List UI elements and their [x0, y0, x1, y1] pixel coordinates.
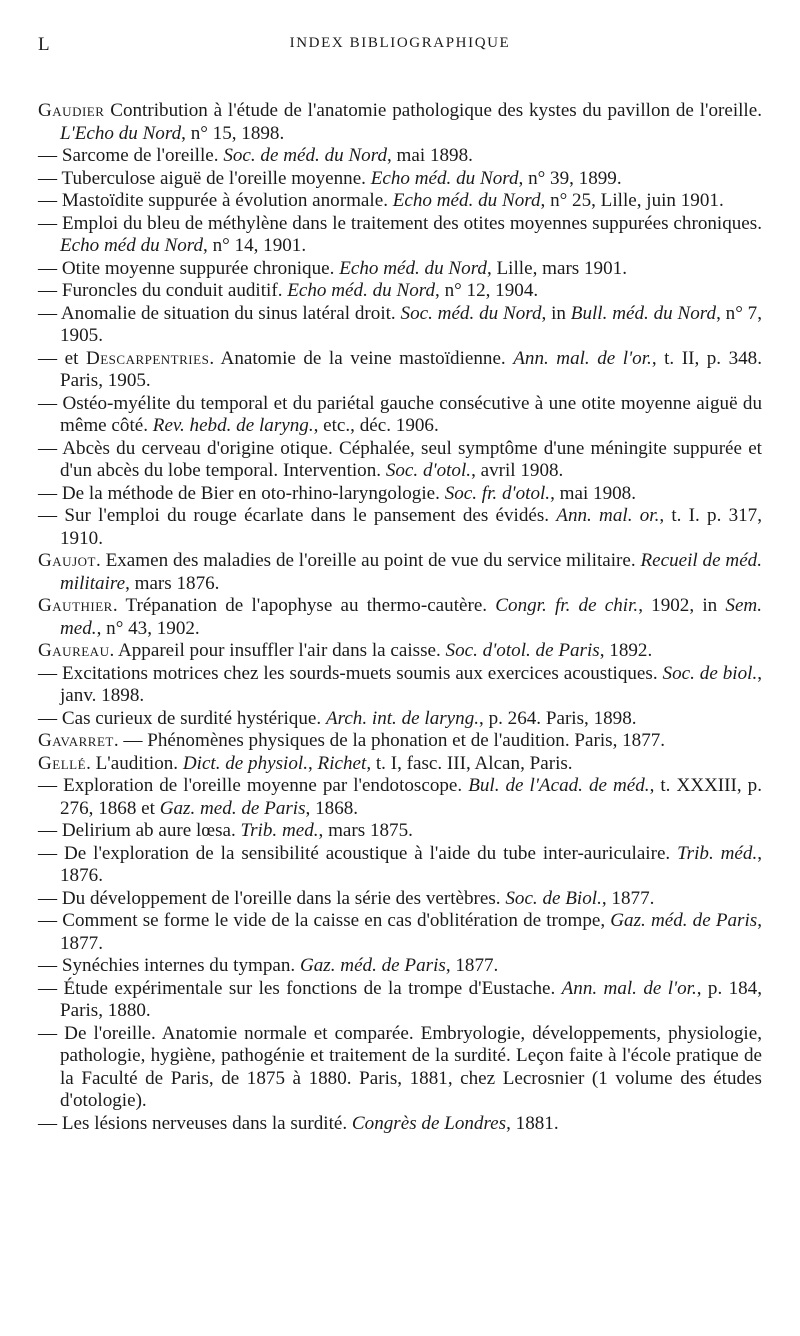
entry-text: , t. XXXIII, p. 276, 1868 et: [60, 775, 762, 819]
author-name: Gellé: [38, 752, 87, 774]
author-name: Descarpentries: [85, 347, 210, 369]
entry-text: , avril 1908.: [471, 460, 564, 481]
journal-title: Soc. de Biol.: [505, 887, 602, 909]
entry-text: — Delirium ab aure lœsa.: [38, 820, 241, 841]
journal-title: Ann. mal. de l'or.: [561, 977, 697, 999]
entry-text: , Lille, mars 1901.: [486, 257, 627, 279]
entry-text: — Cas curieux de surdité hystérique.: [38, 707, 326, 729]
entry-text: — et: [38, 347, 86, 369]
entry-text: — Excitations motrices chez les sourds-muets soumis aux exercices acoustiques.: [38, 662, 663, 684]
bibliography-entry: [38, 550, 762, 595]
journal-title: Soc. de méd. du Nord: [223, 145, 387, 166]
journal-title: Dict. de physiol.: [182, 752, 308, 774]
entry-text: Contribution à l'étude de l'anatomie pathologique des kystes du pavillon de l'oreille.: [104, 100, 762, 121]
entry-text: — Abcès du cerveau d'origine otique. Céphalée, seul symptôme d'une méningite suppurée et d'un abcès du lobe temporal. Intervention.: [38, 437, 762, 481]
author-name: Gauthier: [38, 595, 113, 616]
entry-text: . Anatomie de la veine mastoïdienne.: [209, 347, 514, 369]
author-name: Gaujot: [38, 550, 96, 571]
bibliography-entry: [38, 663, 762, 708]
entry-text: , p. 184, Paris, 1880.: [60, 977, 762, 1021]
entry-text: — Sarcome de l'oreille.: [38, 145, 224, 166]
entry-text: , 1902, in: [638, 595, 726, 616]
bibliography-entry: [38, 280, 762, 303]
bibliography-entry: [38, 978, 762, 1023]
entry-text: , t. II, p. 348. Paris, 1905.: [60, 347, 763, 391]
journal-title: Ann. mal. de l'or.: [513, 347, 652, 369]
bibliography-entry: [38, 1113, 762, 1136]
entry-text: . L'audition.: [86, 752, 183, 774]
journal-title: Echo méd. du Nord: [370, 167, 519, 189]
journal-title: Congr. fr. de chir.: [495, 595, 639, 616]
entry-text: — Mastoïdite suppurée à évolution anormale.: [38, 190, 393, 211]
entry-text: — Du développement de l'oreille dans la série des vertèbres.: [38, 887, 506, 909]
journal-title: Rev. hebd. de laryng.: [152, 415, 314, 436]
journal-title: Arch. int. de laryng.: [325, 707, 480, 729]
entry-text: — Anomalie de situation du sinus latéral droit.: [38, 302, 401, 324]
entry-text: , etc., déc. 1906.: [313, 415, 439, 436]
entry-text: ,: [308, 752, 318, 774]
entry-text: . Trépanation de l'apophyse au thermo-cautère.: [112, 595, 496, 616]
journal-title: Echo méd. du Nord: [287, 280, 436, 301]
journal-title: Trib. méd.: [677, 842, 758, 864]
journal-title: Bul. de l'Acad. de méd.: [468, 775, 650, 796]
bibliography-entry: [38, 595, 762, 640]
author-name: Gaureau: [38, 640, 110, 661]
journal-title: Soc. d'otol.: [385, 460, 472, 481]
journal-title: Gaz. med. de Paris: [159, 797, 306, 819]
bibliography-entry: [38, 483, 762, 506]
entry-text: , n° 12, 1904.: [435, 280, 539, 301]
bibliography-entry: [38, 213, 762, 258]
journal-title: Gaz. méd. de Paris: [299, 955, 446, 976]
entry-text: , mars 1876.: [125, 572, 220, 594]
bibliography-list: [38, 100, 762, 1135]
entry-text: — De l'exploration de la sensibilité acoustique à l'aide du tube inter-auriculaire.: [38, 842, 678, 864]
journal-title: Bull. méd. du Nord: [570, 302, 717, 324]
bibliography-entry: [38, 708, 762, 731]
bibliography-entry: [38, 1023, 762, 1113]
bibliography-entry: [38, 955, 762, 978]
bibliography-entry: [38, 910, 762, 955]
bibliography-entry: [38, 438, 762, 483]
bibliography-entry: [38, 843, 762, 888]
author-name: Gaudier: [38, 100, 105, 121]
entry-text: , 1876.: [60, 842, 762, 886]
journal-title: Congrès de Londres: [351, 1112, 507, 1134]
entry-text: , mai 1898.: [387, 145, 473, 166]
bibliography-entry: [38, 145, 762, 168]
entry-text: , n° 7, 1905.: [60, 302, 762, 346]
page-number: L: [38, 34, 51, 55]
entry-text: , mars 1875.: [318, 820, 413, 841]
bibliography-entry: [38, 393, 762, 438]
entry-text: — Emploi du bleu de méthylène dans le traitement des otites moyennes suppurées chroniques.: [38, 212, 762, 234]
entry-text: , n° 14, 1901.: [203, 235, 307, 256]
entry-text: — Exploration de l'oreille moyenne par l'endotoscope.: [38, 775, 469, 796]
journal-title: Soc. d'otol. de Paris: [445, 640, 600, 661]
entry-text: , 1868.: [305, 797, 359, 819]
bibliography-entry: [38, 888, 762, 911]
entry-text: — Ostéo-myélite du temporal et du pariétal gauche consécutive à une otite moyenne aiguë du même côté.: [38, 392, 762, 436]
entry-text: . Appareil pour insuffler l'air dans la caisse.: [109, 640, 446, 661]
bibliography-entry: [38, 820, 762, 843]
entry-text: , janv. 1898.: [60, 662, 762, 706]
journal-title: Richet: [317, 752, 367, 774]
bibliography-entry: [38, 168, 762, 191]
journal-title: Gaz. méd. de Paris: [610, 910, 758, 931]
bibliography-entry: [38, 730, 762, 753]
entry-text: , t. I. p. 317, 1910.: [60, 505, 762, 549]
bibliography-entry: [38, 258, 762, 281]
entry-text: , t. I, fasc. III, Alcan, Paris.: [366, 752, 573, 774]
bibliography-entry: [38, 775, 762, 820]
entry-text: — Les lésions nerveuses dans la surdité.: [38, 1112, 352, 1134]
entry-text: — De la méthode de Bier en oto-rhino-laryngologie.: [38, 482, 445, 504]
running-title: INDEX BIBLIOGRAPHIQUE: [289, 35, 511, 51]
entry-text: , n° 43, 1902.: [96, 617, 200, 639]
entry-text: — Furoncles du conduit auditif.: [38, 280, 288, 301]
entry-text: . Examen des maladies de l'oreille au point de vue du service militaire.: [95, 550, 641, 571]
entry-text: , 1877.: [601, 887, 655, 909]
entry-text: , 1877.: [60, 910, 763, 954]
journal-title: Soc. méd. du Nord: [400, 302, 542, 324]
entry-text: — Étude expérimentale sur les fonctions de la trompe d'Eustache.: [38, 977, 562, 999]
journal-title: Soc. de biol.: [662, 662, 758, 684]
entry-text: . — Phénomènes physiques de la phonation et de l'audition. Paris, 1877.: [113, 730, 666, 751]
journal-title: Echo méd. du Nord: [339, 257, 487, 279]
entry-text: — Sur l'emploi du rouge écarlate dans le pansement des évidés.: [38, 505, 557, 526]
bibliography-entry: [38, 303, 762, 348]
entry-text: , mai 1908.: [550, 482, 636, 504]
entry-text: , 1892.: [599, 640, 653, 661]
entry-text: — De l'oreille. Anatomie normale et comparée. Embryologie, développements, physiologie, pathologie, hygiène, pathogénie et traitement de la surdité. Leçon faite à l'école pratique de la Faculté de Paris, de 1875 à 1880. Paris, 1881, chez Lecrosnier (1 volume des études d'otologie).: [38, 1022, 762, 1111]
entry-text: , 1881.: [506, 1112, 559, 1134]
author-name: Gavarret: [38, 730, 114, 751]
entry-text: , p. 264. Paris, 1898.: [479, 707, 637, 729]
journal-title: Trib. med.: [240, 820, 319, 841]
page-header: [38, 28, 762, 58]
journal-title: Soc. fr. d'otol.: [444, 482, 551, 504]
entry-text: — Otite moyenne suppurée chronique.: [38, 257, 340, 279]
entry-text: — Tuberculose aiguë de l'oreille moyenne.: [38, 167, 371, 189]
entry-text: — Synéchies internes du tympan.: [38, 955, 300, 976]
bibliography-entry: [38, 753, 762, 776]
journal-title: Sem. med.: [60, 595, 762, 639]
bibliography-entry: [38, 190, 762, 213]
bibliography-entry: [38, 100, 762, 145]
journal-title: Ann. mal. or.: [556, 505, 660, 526]
bibliography-entry: [38, 640, 762, 663]
bibliography-entry: [38, 505, 762, 550]
journal-title: Echo méd. du Nord: [392, 190, 541, 211]
bibliography-entry: [38, 348, 762, 393]
entry-text: , in: [541, 302, 571, 324]
entry-text: , n° 25, Lille, juin 1901.: [540, 190, 724, 211]
journal-title: L'Echo du Nord: [60, 122, 182, 144]
journal-title: Recueil de méd. militaire: [60, 550, 763, 594]
entry-text: , 1877.: [445, 955, 499, 976]
entry-text: , n° 15, 1898.: [181, 122, 285, 144]
entry-text: , n° 39, 1899.: [518, 167, 622, 189]
entry-text: — Comment se forme le vide de la caisse en cas d'oblitération de trompe,: [38, 910, 611, 931]
journal-title: Echo méd du Nord: [60, 235, 204, 256]
